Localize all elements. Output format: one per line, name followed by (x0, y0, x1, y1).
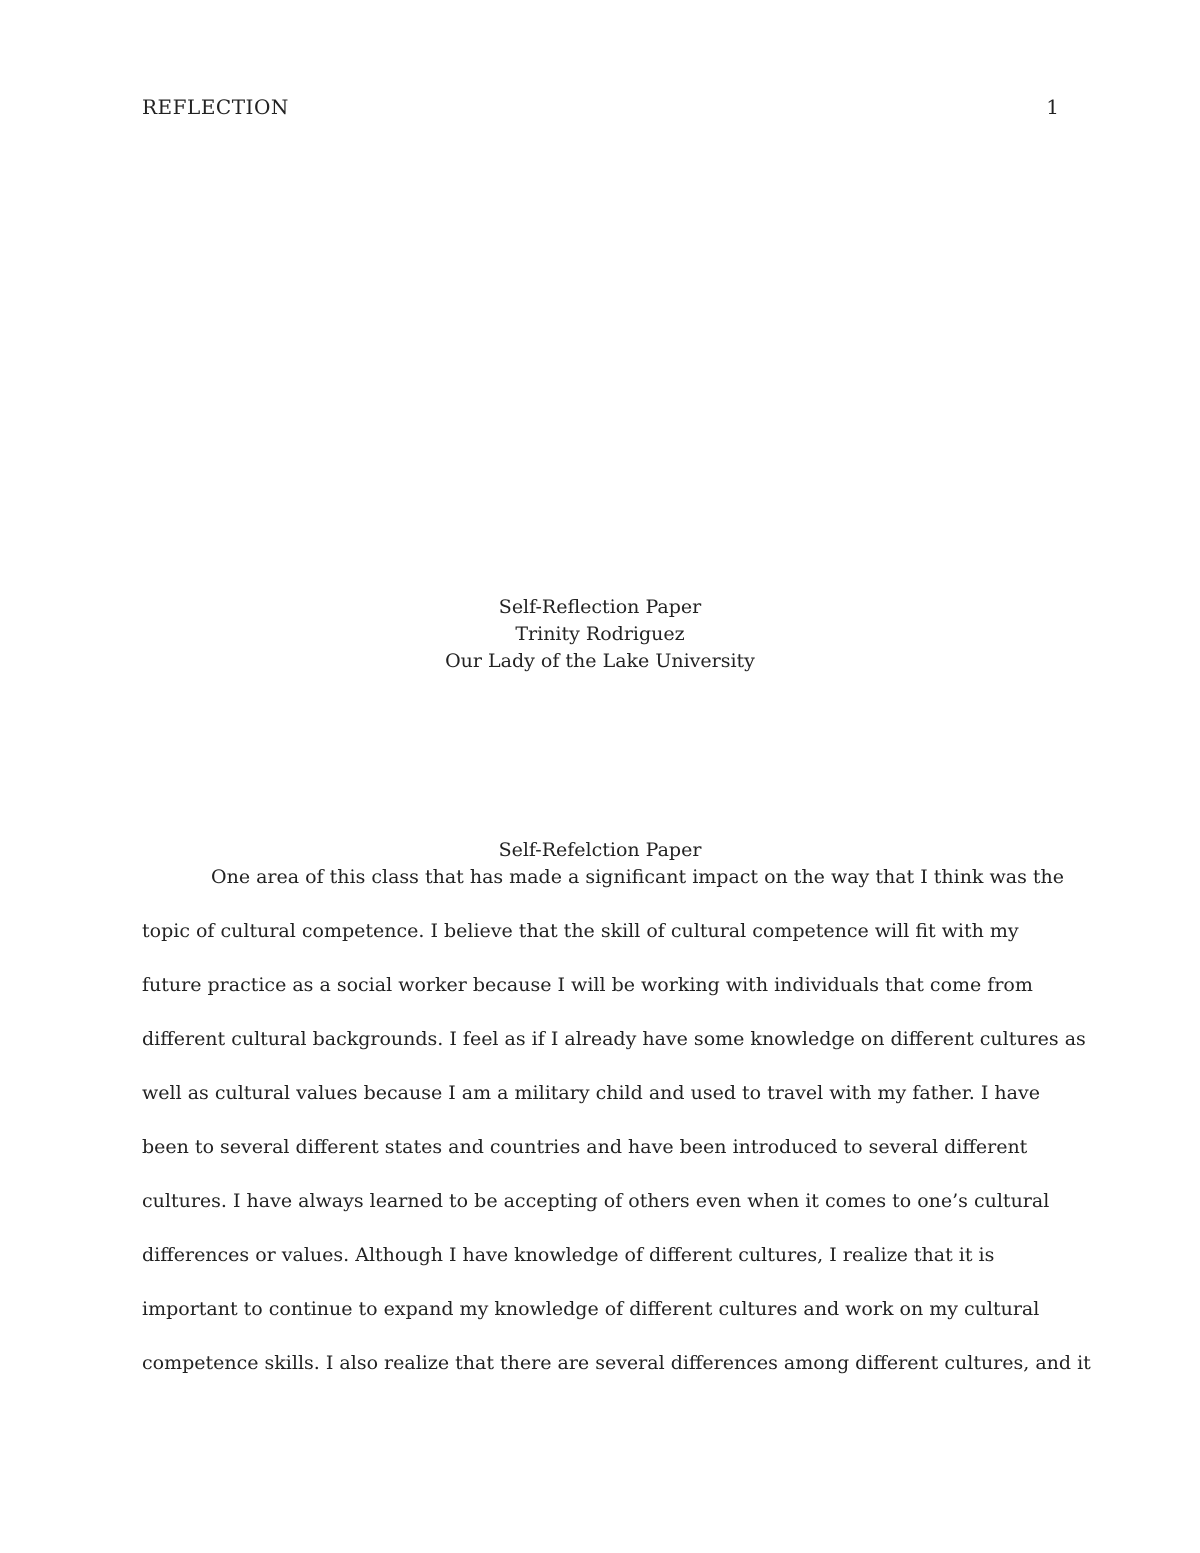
author-name: Trinity Rodriguez (515, 623, 685, 645)
institution-name: Our Lady of the Lake University (445, 650, 755, 672)
title-block (0, 594, 1200, 675)
body-line: differences or values. Although I have knowledge of different cultures, I realize that it is (142, 1244, 995, 1266)
body-line: different cultural backgrounds. I feel as if I already have some knowledge on different cultures as (142, 1028, 1086, 1050)
body-line: One area of this class that has made a significant impact on the way that I think was the (211, 866, 1064, 888)
body-line: been to several different states and countries and have been introduced to several different (142, 1136, 1028, 1158)
body-line: well as cultural values because I am a military child and used to travel with my father. I have (142, 1082, 1040, 1104)
page-number: 1 (1046, 95, 1059, 119)
running-head: REFLECTION (142, 95, 289, 119)
paper-title: Self-Reflection Paper (498, 596, 702, 618)
body-line: topic of cultural competence. I believe that the skill of cultural competence will fit with my (142, 920, 1019, 942)
body-line: cultures. I have always learned to be accepting of others even when it comes to one’s cultural (142, 1190, 1050, 1212)
body-line: competence skills. I also realize that there are several differences among different cultures, and it (142, 1352, 1091, 1374)
body-heading: Self-Refelction Paper (498, 839, 702, 861)
body-line: important to continue to expand my knowledge of different cultures and work on my cultural (142, 1298, 1040, 1320)
body-line: future practice as a social worker because I will be working with individuals that come from (142, 974, 1033, 996)
